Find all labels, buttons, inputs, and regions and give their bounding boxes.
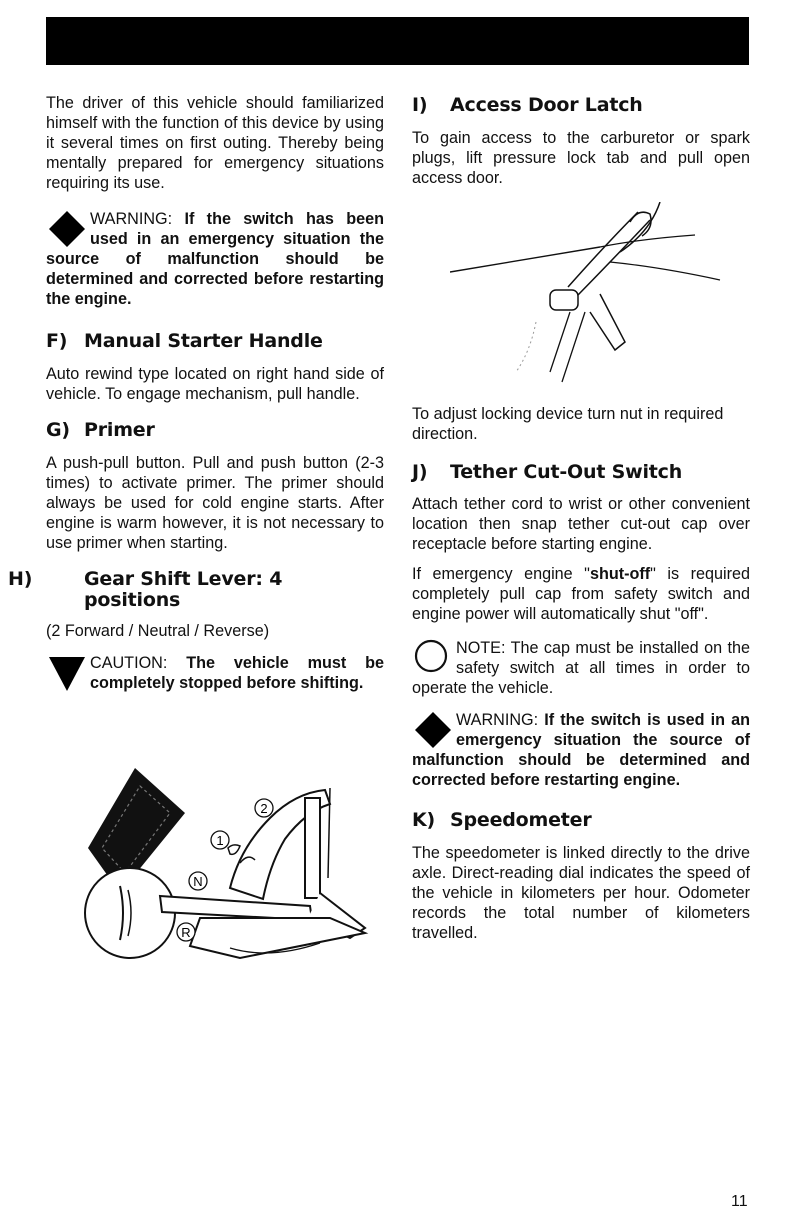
section-j-body2 (412, 564, 750, 624)
section-j-body1: Attach tether cord to wrist or other convenient location then snap tether cut-out cap over receptacle before starting engine. (412, 495, 750, 553)
section-i-marker: I) (412, 94, 428, 116)
section-k-body: The speedometer is linked directly to the drive axle. Direct-reading dial indicates the speed of the vehicle in kilometers per hour. Odometer records the total number of kilometers travelled. (412, 844, 750, 942)
section-h-body: (2 Forward / Neutral / Reverse) (46, 622, 270, 640)
access-door-latch-illustration (450, 202, 750, 392)
section-f-heading (46, 331, 384, 352)
section-h-title: Gear Shift Lever: 4 positions (84, 568, 283, 611)
header-bar (46, 17, 749, 65)
section-k-title: Speedometer (450, 809, 592, 831)
warning-label-2: WARNING: (456, 711, 539, 729)
section-f-body: Auto rewind type located on right hand side of vehicle. To engage mechanism, pull handle. (46, 365, 384, 403)
gear-label-2: 2 (260, 801, 268, 816)
note-notice (412, 638, 750, 698)
section-f-marker: F) (46, 330, 68, 352)
gear-shift-illustration (80, 768, 370, 968)
left-column (8, 93, 384, 693)
warning-diamond-icon (412, 710, 454, 750)
gear-label-1: 1 (216, 833, 224, 848)
note-circle-icon (412, 638, 454, 678)
section-h-heading (8, 568, 384, 611)
warning-text: If the switch has been used in an emergency situation the source of malfunction should be determined and corrected before restarting the engine. (46, 210, 384, 308)
gear-label-n: N (193, 874, 203, 889)
warning-text-2: If the switch is used in an emergency situation the source of malfunction should be determined and corrected before restarting engine. (412, 711, 750, 789)
section-i-after: To adjust locking device turn nut in required direction. (412, 405, 724, 443)
intro-paragraph: The driver of this vehicle should familiarized himself with the function of this device by using it several times on first outing. Thereby being mentally prepared for emergency situations requiring its use. (46, 94, 384, 192)
gear-label-r: R (181, 925, 191, 940)
section-f-title: Manual Starter Handle (84, 330, 323, 352)
page-number: 11 (731, 1193, 748, 1210)
caution-label: CAUTION: (90, 654, 168, 672)
section-g-marker: G) (46, 419, 70, 441)
warning-notice-2 (412, 710, 750, 790)
section-i-body: To gain access to the carburetor or spark plugs, lift pressure lock tab and pull open access door. (412, 129, 750, 187)
section-j-title: Tether Cut-Out Switch (450, 461, 683, 483)
warning-notice (46, 209, 384, 309)
caution-triangle-icon (46, 653, 88, 693)
section-j-marker: J) (412, 461, 428, 483)
section-i-title: Access Door Latch (450, 94, 643, 116)
section-g-heading (46, 420, 384, 441)
caution-text: The vehicle must be completely stopped before shifting. (90, 654, 384, 692)
section-g-title: Primer (84, 419, 155, 441)
section-i-heading (412, 95, 750, 116)
section-j-body2-b: " is required completely pull cap from safety switch and engine power will automatically shut "off". (412, 565, 751, 623)
warning-diamond-icon (46, 209, 88, 249)
section-j-heading (412, 462, 750, 483)
shut-off-term: shut-off (589, 565, 651, 583)
warning-label: WARNING: (90, 210, 173, 228)
section-g-body: A push-pull button. Pull and push button (2-3 times) to activate primer. The primer should always be used for cold engine starts. After engine is warm however, it is not necessary to use primer when starting. (46, 454, 384, 552)
note-label: NOTE: (456, 639, 506, 657)
section-h-marker: H) (8, 568, 33, 590)
caution-notice (46, 653, 384, 693)
section-k-heading (412, 810, 750, 831)
note-text: The cap must be installed on the safety switch at all times in order to operate the vehicle. (412, 639, 750, 697)
right-column (412, 93, 750, 943)
section-k-marker: K) (412, 809, 436, 831)
section-j-body2-a: If emergency engine " (412, 565, 590, 583)
